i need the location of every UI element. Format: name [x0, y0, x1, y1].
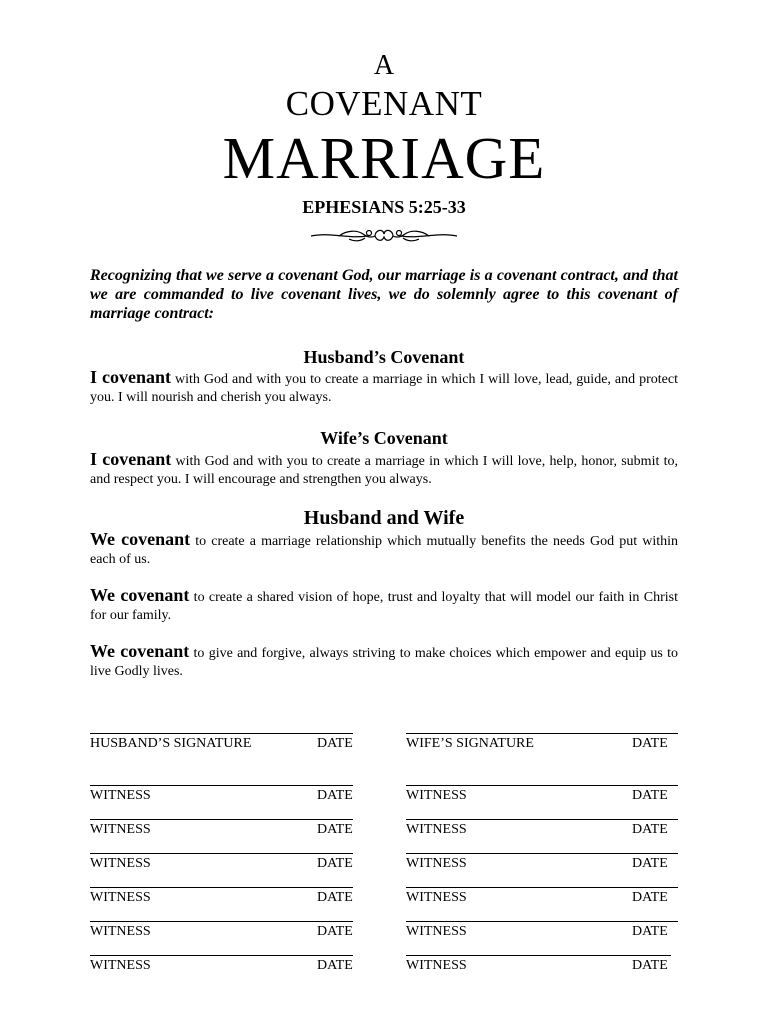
witness-label: WITNESS	[406, 822, 467, 837]
joint-covenant-text-3	[90, 642, 678, 681]
signature-line	[406, 819, 678, 820]
date-label: DATE	[632, 822, 668, 837]
signature-line	[406, 853, 678, 854]
date-label: DATE	[317, 736, 353, 751]
witness-label: WITNESS	[406, 958, 467, 973]
witness-line-left-4[interactable]	[90, 887, 353, 907]
wife-covenant-heading: Wife’s Covenant	[320, 428, 448, 448]
joint-covenant-lead: We covenant	[90, 585, 190, 605]
date-label: DATE	[632, 788, 668, 803]
signature-line	[406, 887, 678, 888]
witness-label: WITNESS	[90, 958, 151, 973]
witness-label: WITNESS	[90, 788, 151, 803]
witness-line-right-4[interactable]	[406, 887, 678, 907]
signature-line	[90, 785, 353, 786]
signature-line	[90, 819, 353, 820]
husband-signature-label: HUSBAND’S SIGNATURE	[90, 736, 252, 751]
joint-covenant-text-2	[90, 586, 678, 625]
title-article: A	[373, 50, 395, 81]
joint-covenant-body: to create a shared vision of hope, trust and loyalty that will model our faith in Christ for our family.	[90, 590, 678, 623]
date-label: DATE	[632, 890, 668, 905]
witness-label: WITNESS	[90, 924, 151, 939]
witness-line-right-6[interactable]	[406, 955, 671, 975]
date-label: DATE	[632, 736, 668, 751]
wife-signature-line[interactable]	[406, 733, 678, 753]
wife-covenant-text	[90, 450, 678, 489]
date-label: DATE	[317, 856, 353, 871]
witness-line-left-6[interactable]	[90, 955, 353, 975]
husband-covenant-lead: I covenant	[90, 367, 171, 387]
date-label: DATE	[632, 856, 668, 871]
wife-covenant-body: with God and with you to create a marriage in which I will love, help, honor, submit to, and respect you. I will encourage and strengthen you always.	[90, 454, 678, 487]
joint-covenant-body: to give and forgive, always striving to make choices which empower and equip us to live Godly lives.	[90, 646, 678, 679]
date-label: DATE	[317, 890, 353, 905]
witness-label: WITNESS	[406, 924, 467, 939]
witness-line-left-5[interactable]	[90, 921, 353, 941]
joint-covenant-text-1	[90, 530, 678, 569]
husband-signature-line[interactable]	[90, 733, 353, 753]
date-label: DATE	[317, 924, 353, 939]
witness-line-right-1[interactable]	[406, 785, 678, 805]
signature-line	[406, 921, 678, 922]
signature-line	[90, 853, 353, 854]
witness-label: WITNESS	[406, 788, 467, 803]
ornament-flourish-icon	[309, 224, 459, 246]
witness-line-right-3[interactable]	[406, 853, 678, 873]
witness-label: WITNESS	[406, 890, 467, 905]
witness-line-left-1[interactable]	[90, 785, 353, 805]
signature-line	[406, 733, 678, 734]
husband-and-wife-heading: Husband and Wife	[303, 507, 465, 529]
husband-covenant-body: with God and with you to create a marriage in which I will love, lead, guide, and protect you. I will nourish and cherish you always.	[90, 372, 678, 405]
witness-line-left-3[interactable]	[90, 853, 353, 873]
husband-covenant-heading: Husband’s Covenant	[303, 347, 465, 367]
signature-line	[90, 733, 353, 734]
witness-label: WITNESS	[90, 856, 151, 871]
witness-label: WITNESS	[406, 856, 467, 871]
signature-line	[90, 887, 353, 888]
joint-covenant-lead: We covenant	[90, 641, 190, 661]
scripture-reference: EPHESIANS 5:25-33	[302, 197, 466, 217]
signature-line	[406, 955, 671, 956]
title-covenant: COVENANT	[285, 84, 483, 123]
intro-paragraph: Recognizing that we serve a covenant God, our marriage is a covenant contract, and that we are commanded to live covenant lives, we do solemnly agree to this covenant of marriage contract:	[90, 267, 678, 322]
date-label: DATE	[632, 958, 668, 973]
witness-label: WITNESS	[90, 822, 151, 837]
witness-line-right-2[interactable]	[406, 819, 678, 839]
joint-covenant-lead: We covenant	[90, 529, 191, 549]
husband-covenant-text	[90, 368, 678, 407]
date-label: DATE	[317, 788, 353, 803]
wife-covenant-lead: I covenant	[90, 449, 172, 469]
signature-line	[406, 785, 678, 786]
date-label: DATE	[317, 822, 353, 837]
joint-covenant-body: to create a marriage relationship which mutually benefits the needs God put within each of us.	[90, 534, 678, 567]
witness-label: WITNESS	[90, 890, 151, 905]
wife-signature-label: WIFE’S SIGNATURE	[406, 736, 534, 751]
witness-line-left-2[interactable]	[90, 819, 353, 839]
signature-line	[90, 921, 353, 922]
date-label: DATE	[317, 958, 353, 973]
date-label: DATE	[632, 924, 668, 939]
witness-line-right-5[interactable]	[406, 921, 678, 941]
title-marriage: MARRIAGE	[222, 125, 546, 191]
signature-line	[90, 955, 353, 956]
